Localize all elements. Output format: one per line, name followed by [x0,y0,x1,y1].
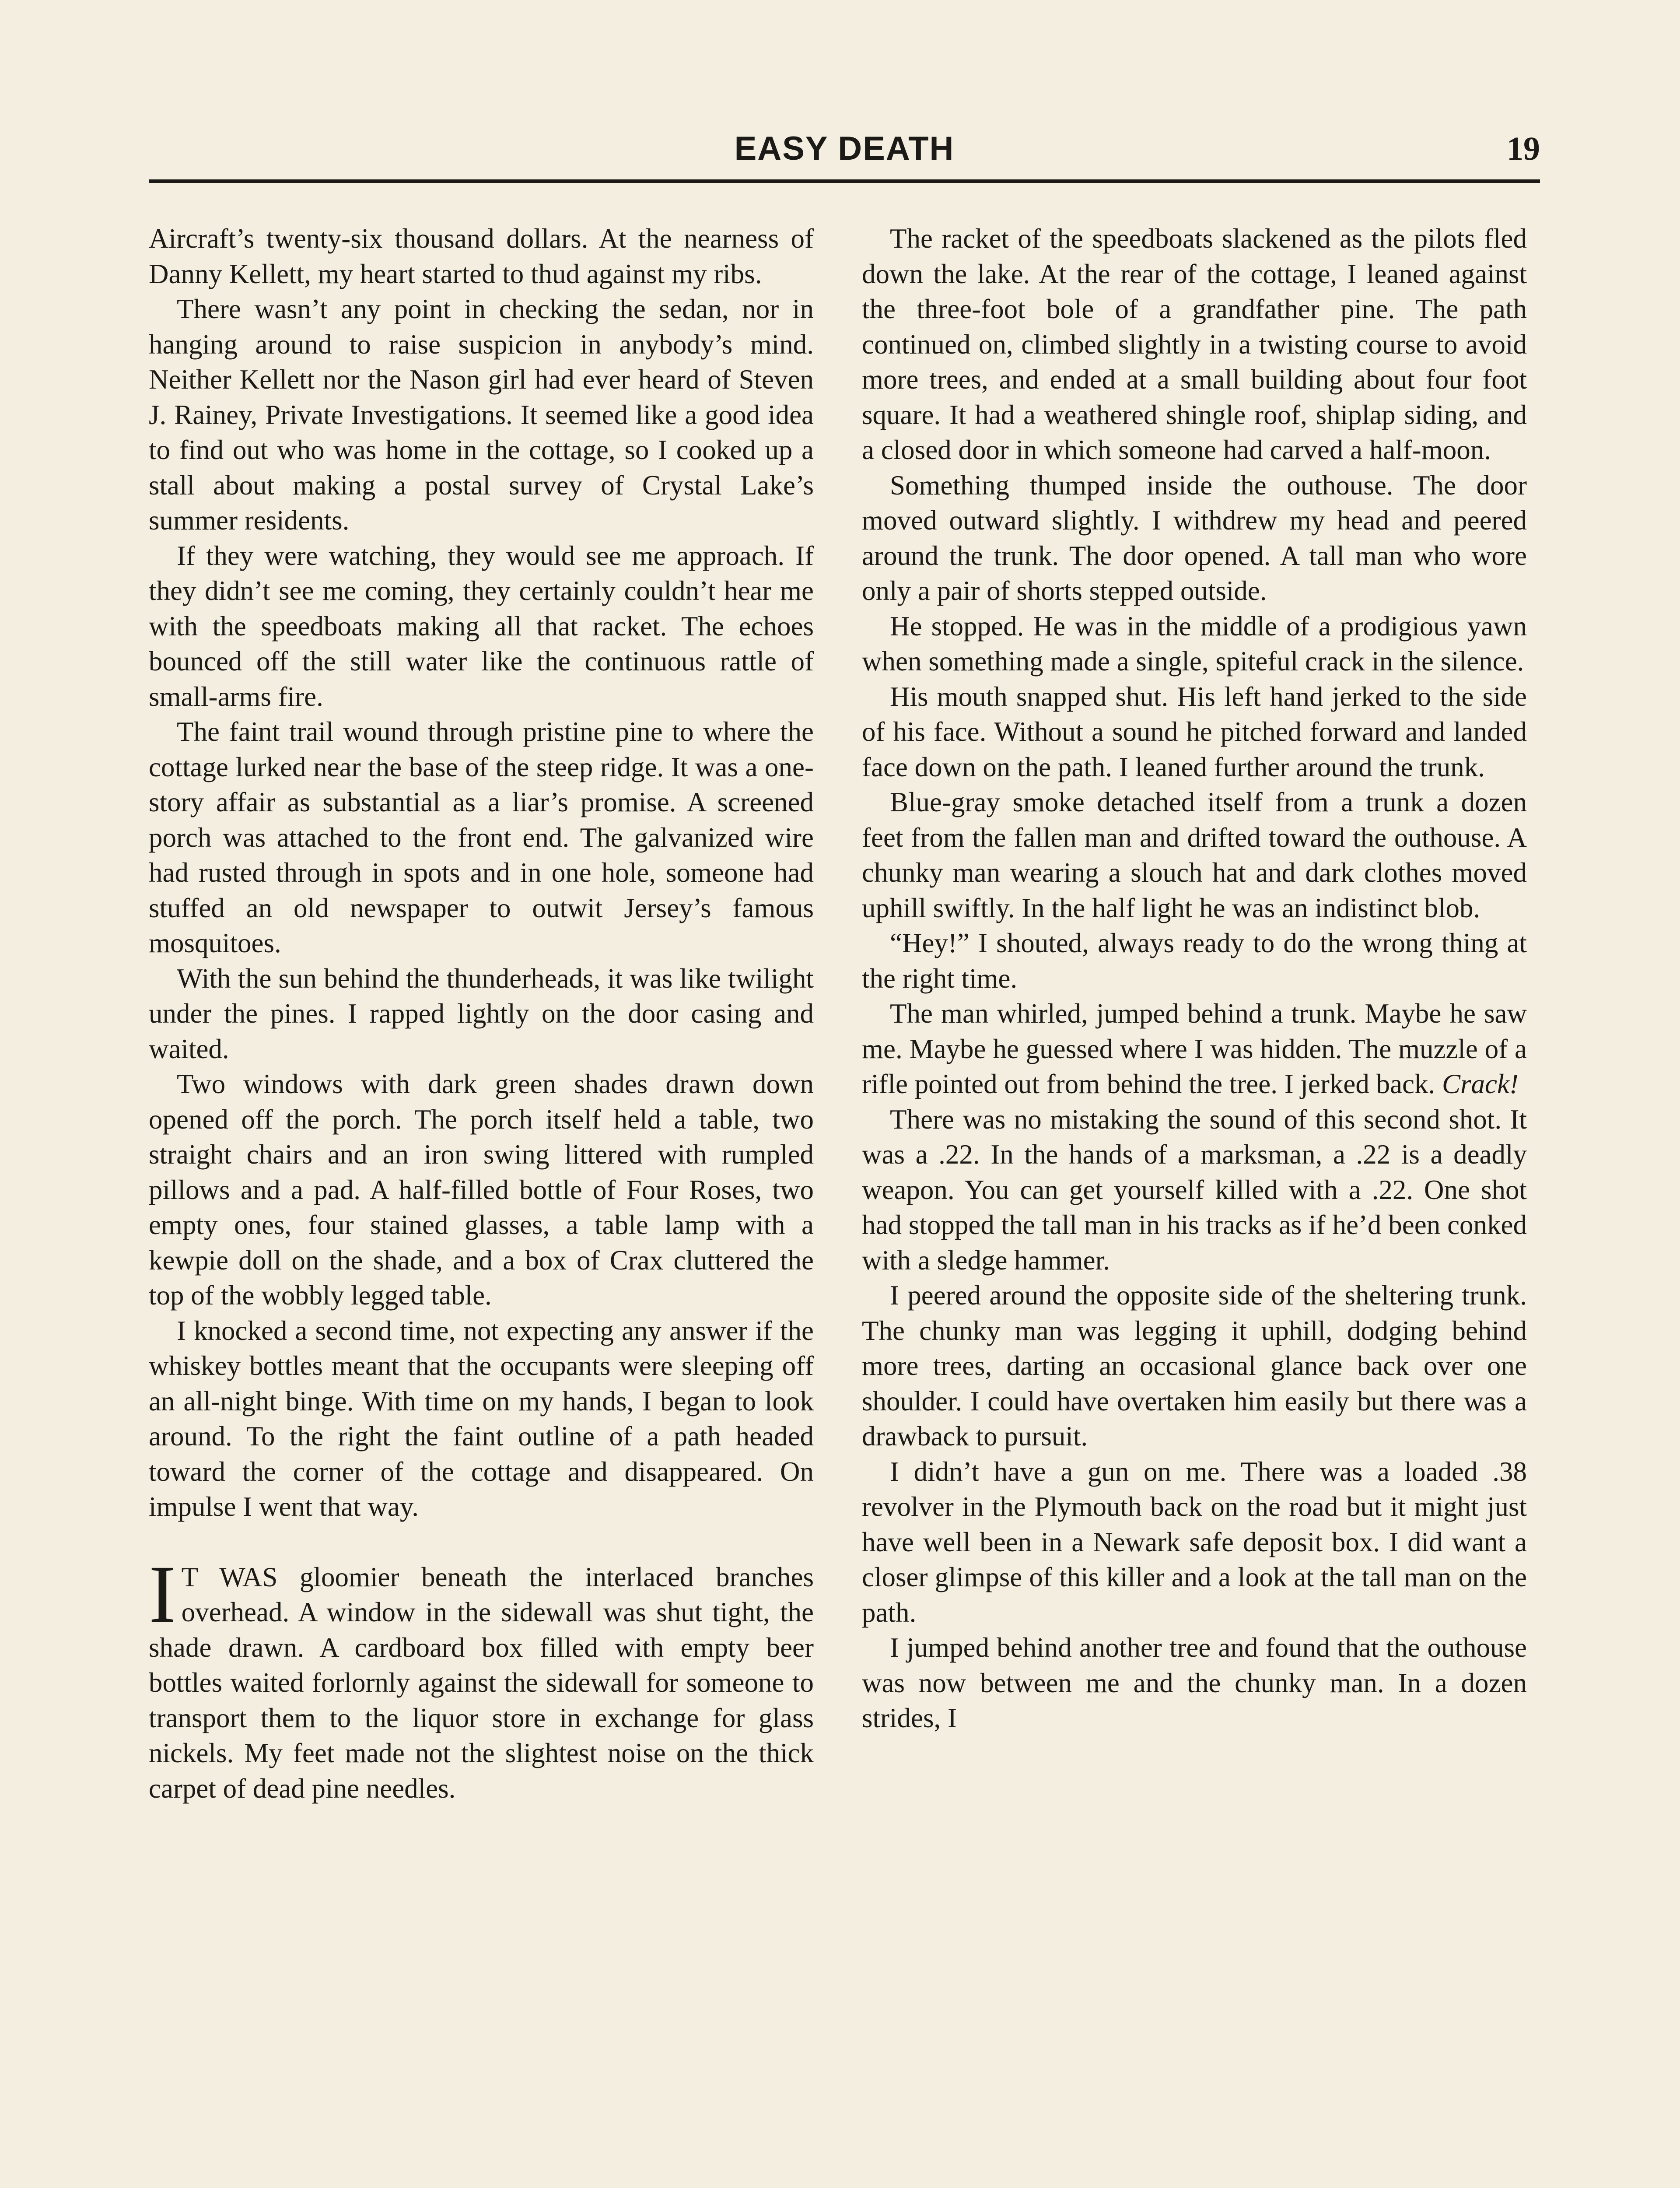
paragraph: With the sun behind the thunderheads, it was like twilight under the pines. I rapped lightly on the door casing and waited. [149,963,814,1064]
left-column [149,221,814,1806]
right-column [862,221,1527,1736]
italic-crack: Crack! [1442,1069,1519,1099]
paragraph-text: The man whirled, jumped behind a trunk. Maybe he saw me. Maybe he guessed where I was hidden. The muzzle of a rifle pointed out from behind the tree. I jerked back. [862,998,1527,1099]
paragraph: The faint trail wound through pristine pine to where the cottage lurked near the base of the steep ridge. It was a one-story affair as substantial as a liar’s promise. A screened porch was attached to the front end. The galvanized wire had rusted through in spots and in one hole, someone had stuffed an old newspaper to outwit Jersey’s famous mosquitoes. [149,716,814,958]
paragraph: If they were watching, they would see me approach. If they didn’t see me coming, they certainly couldn’t hear me with the speedboats making all that racket. The echoes bounced off the still water like the continuous rattle of small-arms fire. [149,540,814,712]
header-rule [149,179,1540,183]
paragraph: There was no mistaking the sound of this second shot. It was a .22. In the hands of a marksman, a .22 is a deadly weapon. You can get yourself killed with a .22. One shot had stopped the tall man in his tracks as if he’d been conked with a sledge hammer. [862,1104,1527,1276]
paragraph: Something thumped inside the outhouse. The door moved outward slightly. I withdrew my head and peered around the trunk. The door opened. A tall man who wore only a pair of shorts stepped outside. [862,470,1527,606]
paragraph: Two windows with dark green shades drawn down opened off the porch. The porch itself held a table, two straight chairs and an iron swing littered with rumpled pillows and a pad. A half-filled bottle of Four Roses, two empty ones, four stained glasses, a table lamp with a kewpie doll on the shade, and a box of Crax cluttered the top of the wobbly legged table. [149,1069,814,1311]
page-number: 19 [1507,130,1540,167]
paragraph: The racket of the speedboats slackened as the pilots fled down the lake. At the rear of the cottage, I leaned against the three-foot bole of a grandfather pine. The path continued on, climbed slightly in a twisting course to avoid more trees, and ended at a small building about four foot square. It had a weathered shingle roof, shiplap siding, and a closed door in which someone had carved a half-moon. [862,223,1527,465]
paragraph: His mouth snapped shut. His left hand jerked to the side of his face. Without a sound he pitched forward and landed face down on the path. I leaned further around the trunk. [862,681,1527,782]
paragraph: Aircraft’s twenty-six thousand dollars. At the nearness of Danny Kellett, my heart started to thud against my ribs. [149,223,814,289]
paragraph: There wasn’t any point in checking the sedan, nor in hanging around to raise suspicion in anybody’s mind. Neither Kellett nor the Nason girl had ever heard of Steven J. Rainey, Private Investigations. It seemed like a good idea to find out who was home in the cottage, so I cooked up a stall about making a postal survey of Crystal Lake’s summer residents. [149,294,814,536]
paragraph: “Hey!” I shouted, always ready to do the wrong thing at the right time. [862,928,1527,994]
paragraph: I knocked a second time, not expecting any answer if the whiskey bottles meant that the occupants were sleeping off an all-night binge. With time on my hands, I began to look around. To the right the faint outline of a path headed toward the corner of the cottage and disappeared. On impulse I went that way. [149,1315,814,1522]
paragraph: I jumped behind another tree and found that the outhouse was now between me and the chunky man. In a dozen strides, I [862,1632,1527,1733]
paragraph: He stopped. He was in the middle of a prodigious yawn when something made a single, spiteful crack in the silence. [862,610,1527,677]
page-header [149,127,1540,175]
paragraph: I didn’t have a gun on me. There was a loaded .38 revolver in the Plymouth back on the road but it might just have well been in a Newark safe deposit box. I did want a closer glimpse of this killer and a look at the tall man on the path. [862,1456,1527,1628]
paragraph [862,996,1527,1102]
paragraph: I peered around the opposite side of the sheltering trunk. The chunky man was legging it uphill, dodging behind more trees, darting an occasional glance back over one shoulder. I could have overtaken him easily but there was a drawback to pursuit. [862,1280,1527,1452]
paragraph-text: T WAS gloomier beneath the interlaced branches overhead. A window in the sidewall was shut tight, the shade drawn. A cardboard box filled with empty beer bottles waited forlornly against the sidewall for someone to transport them to the liquor store in exchange for glass nickels. My feet made not the slightest noise on the thick carpet of dead pine needles. [149,1561,814,1804]
running-title: EASY DEATH [734,130,955,167]
section-start-paragraph [149,1548,814,1806]
drop-cap: I [149,1548,176,1640]
paragraph: Blue-gray smoke detached itself from a trunk a dozen feet from the fallen man and drifted toward the outhouse. A chunky man wearing a slouch hat and dark clothes moved uphill swiftly. In the half light he was an indistinct blob. [862,787,1527,923]
